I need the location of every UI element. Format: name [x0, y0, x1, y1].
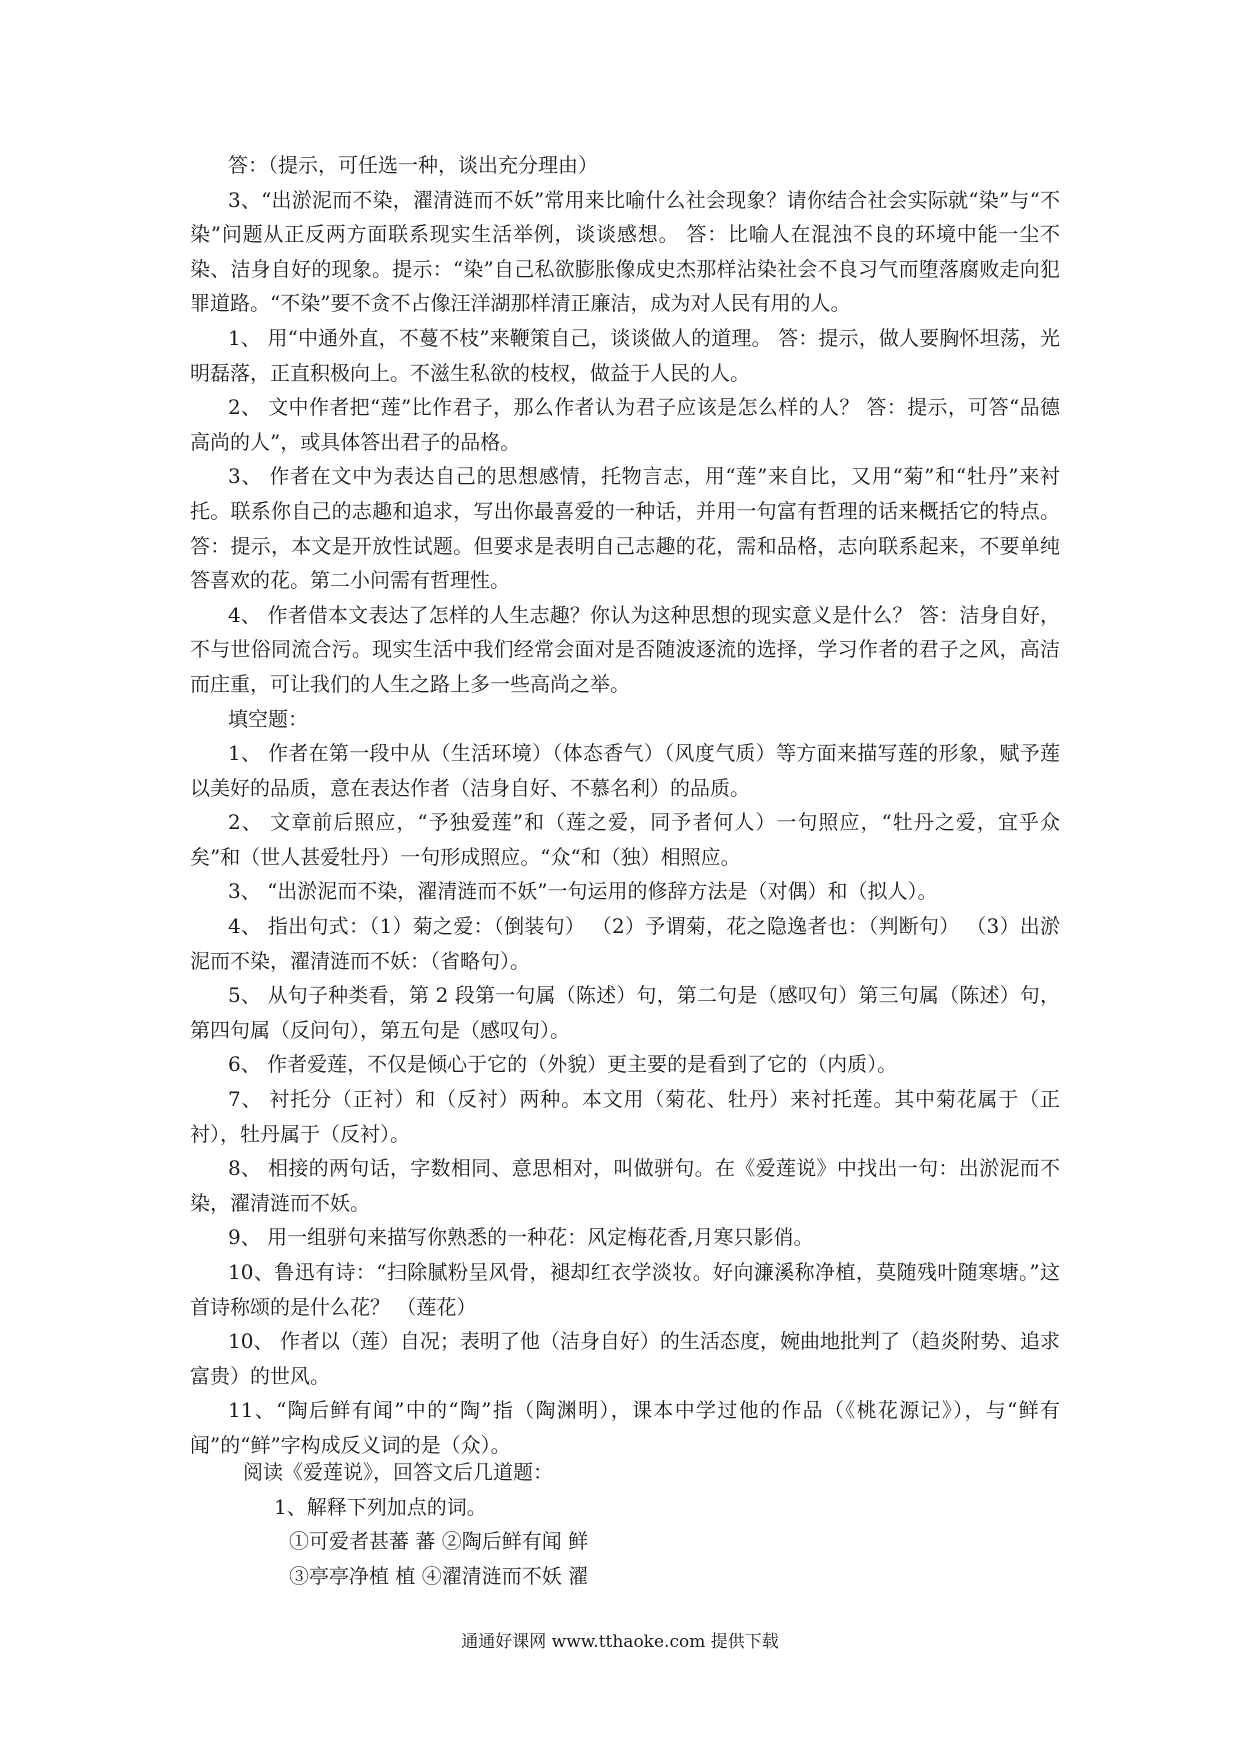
fill-blank-7: 7、 衬托分（正衬）和（反衬）两种。本文用（菊花、牡丹）来衬托莲。其中菊花属于（正衬），牡丹属于（反衬）。	[190, 1087, 1060, 1146]
fill-blank-11: 11、“陶后鲜有闻”中的“陶”指（陶渊明），课本中学过他的作品（《桃花源记》），与“鲜有闻”的“鲜”字构成反义词的是（众）。	[190, 1398, 1060, 1457]
fill-blank-2: 2、 文章前后照应，“予独爱莲”和（莲之爱，同予者何人）一句照应，“牡丹之爱，宜乎众矣”和（世人甚爱牡丹）一句形成照应。“众“和（独）相照应。	[190, 810, 1060, 869]
reading-question-1: 1、解释下列加点的词。	[274, 1494, 487, 1519]
question-2-gentleman: 2、 文中作者把“莲”比作君子，那么作者认为君子应该是怎么样的人？ 答：提示，可答“品德高尚的人”，或具体答出君子的品格。	[190, 395, 1060, 454]
fill-blank-10-lu-xun: 10、鲁迅有诗：“扫除腻粉呈风骨，褪却红衣学淡妆。好向濂溪称净植，莫随残叶随寒塘。”这首诗称颂的是什么花？ （莲花）	[190, 1260, 1060, 1319]
answer-hint: 答：（提示，可任选一种，谈出充分理由）	[228, 153, 598, 177]
reading-section	[243, 1455, 1043, 1593]
fill-blank-1: 1、 作者在第一段中从（生活环境）（体态香气）（风度气质）等方面来描写莲的形象，赋予莲以美好的品质，意在表达作者（洁身自好、不慕名利）的品质。	[190, 741, 1060, 800]
fill-blank-9: 9、 用一组骈句来描写你熟悉的一种花：风定梅花香,月寒只影俏。	[228, 1225, 814, 1250]
question-1-upright: 1、 用“中通外直，不蔓不枝”来鞭策自己，谈谈做人的道理。 答：提示，做人要胸怀坦荡，光明磊落，正直积极向上。不滋生私欲的枝杈，做益于人民的人。	[190, 325, 1060, 385]
fill-blank-heading: 填空题：	[228, 706, 308, 731]
question-3-favorite-flower: 3、 作者在文中为表达自己的思想感情，托物言志，用“莲”来自比，又用“菊”和“牡丹”来衬托。联系你自己的志趣和追求，写出你最喜爱的一种话，并用一句富有哲理的话来概括它的特点。 答：提示，本文是开放性试题。但要求是表明自己志趣的花，需和品格，志向联系起来，不要单纯答喜欢的花。第二小问需有哲理性。	[190, 464, 1060, 593]
word-line-2: ③亭亭净植 植 ④濯清涟而不妖 濯	[289, 1563, 589, 1588]
fill-blank-10-author: 10、 作者以（莲）自况；表明了他（洁身自好）的生活态度，婉曲地批判了（趋炎附势、追求富贵）的世风。	[190, 1329, 1060, 1388]
main-text	[190, 148, 1060, 1463]
page-footer: 通通好课网 www.tthaoke.com 提供下载	[461, 1632, 779, 1652]
fill-blank-3: 3、 “出淤泥而不染，濯清涟而不妖”一句运用的修辞方法是（对偶）和（拟人）。	[228, 879, 938, 904]
question-4-life-interest: 4、 作者借本文表达了怎样的人生志趣？你认为这种思想的现实意义是什么？ 答：洁身自好，不与世俗同流合污。现实生活中我们经常会面对是否随波逐流的选择，学习作者的君子之风，高洁而庄重，可让我们的人生之路上多一些高尚之举。	[190, 602, 1060, 696]
fill-blank-4: 4、 指出句式：（1）菊之爱：（倒装句） （2）予谓菊，花之隐逸者也：（判断句） （3）出淤泥而不染，濯清涟而不妖：（省略句）。	[190, 914, 1060, 973]
question-3-lotus-metaphor: 3、“出淤泥而不染，濯清涟而不妖”常用来比喻什么社会现象？请你结合社会实际就“染”与“不染”问题从正反两方面联系现实生活举例，谈谈感想。 答：比喻人在混浊不良的环境中能一尘不染、洁身自好的现象。提示：“染”自己私欲膨胀像成史杰那样沾染社会不良习气而堕落腐败走向犯罪道路。“不染”要不贪不占像汪洋湖那样清正廉洁，成为对人民有用的人。	[190, 187, 1060, 316]
fill-blank-6: 6、 作者爱莲，不仅是倾心于它的（外貌）更主要的是看到了它的（内质）。	[228, 1052, 898, 1077]
word-line-1: ①可爱者甚蕃 蕃 ②陶后鲜有闻 鲜	[289, 1529, 589, 1554]
reading-intro: 阅读《爱莲说》，回答文后几道题：	[243, 1460, 553, 1484]
fill-blank-8: 8、 相接的两句话，字数相同、意思相对，叫做骈句。在《爱莲说》中找出一句：出淤泥而不染，濯清涟而不妖。	[190, 1156, 1060, 1215]
fill-blank-5: 5、 从句子种类看，第 2 段第一句属（陈述）句，第二句是（感叹句）第三句属（陈述）句，第四句属（反问句），第五句是（感叹句）。	[190, 983, 1060, 1042]
